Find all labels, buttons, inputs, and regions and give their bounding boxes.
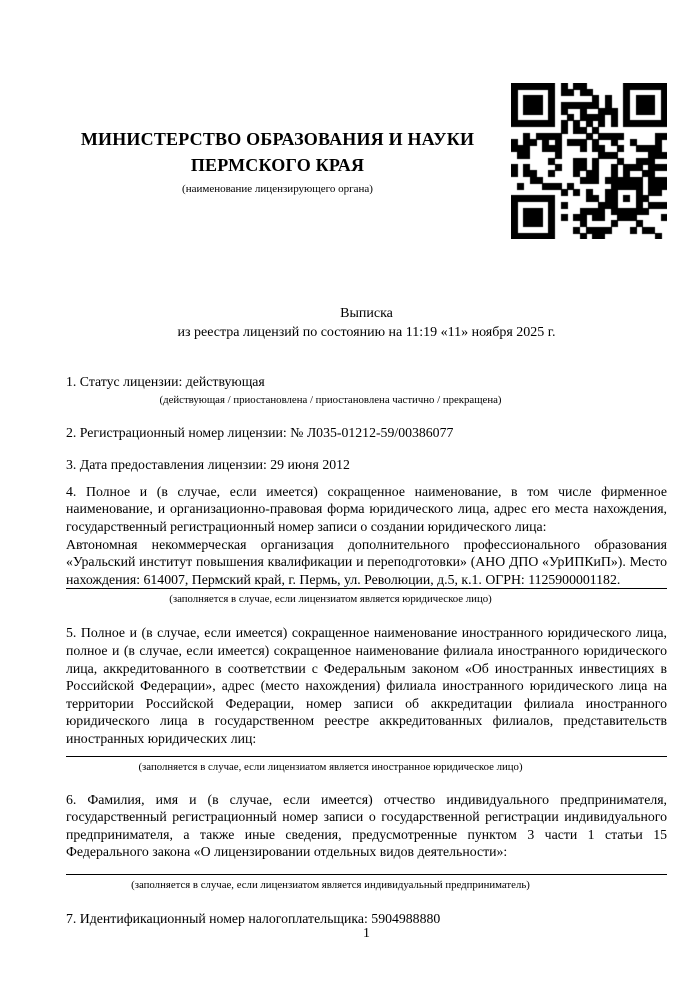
qr-code-image xyxy=(511,83,667,239)
item-2-registration-number: 2. Регистрационный номер лицензии: № Л035-01212-59/00386077 xyxy=(66,424,454,440)
qr-code-canvas xyxy=(511,83,667,239)
item-7-taxpayer-number: 7. Идентификационный номер налогоплательщика: 5904988880 xyxy=(66,910,441,926)
item-6-caption: (заполняется в случае, если лицензиатом является индивидуальный предприниматель) xyxy=(131,878,530,891)
item-4-heading: 4. Полное и (в случае, если имеется) сокращенное наименование, в том числе фирменное наименование, и организационно-правовая форма юридического лица, адрес его места нахождения, государственный регистрационный номер записи о создании юридического лица: xyxy=(66,483,667,534)
document-title: Выписка xyxy=(340,306,393,321)
ministry-name-line2: ПЕРМСКОГО КРАЯ xyxy=(190,155,365,175)
document-title-block xyxy=(66,304,667,342)
ministry-name-line1: МИНИСТЕРСТВО ОБРАЗОВАНИЯ И НАУКИ xyxy=(80,129,475,149)
item-1-caption: (действующая / приостановлена / приостановлена частично / прекращена) xyxy=(159,393,502,406)
document-header xyxy=(66,83,667,239)
item-6-heading: 6. Фамилия, имя и (в случае, если имеется) отчество индивидуального предпринимателя, государственный регистрационный номер записи о государственной регистрации индивидуального предпринимателя, а также иные сведения, предусмотренные пунктом 3 части 1 статьи 15 Федерального закона «О лицензировании отдельных видов деятельности»: xyxy=(66,791,667,860)
page-number: 1 xyxy=(363,925,370,940)
licensing-authority-block xyxy=(66,126,511,196)
item-5-caption: (заполняется в случае, если лицензиатом является иностранное юридическое лицо) xyxy=(138,760,523,773)
ministry-caption: (наименование лицензирующего органа) xyxy=(182,183,373,195)
item-6-entrepreneur-field xyxy=(66,791,667,875)
item-5-heading: 5. Полное и (в случае, если имеется) сокращенное наименование иностранного юридического лица, полное и (в случае, если имеется) сокращенное наименование филиала иностранного юридического лица, аккредитованного в соответствии с Федеральным законом «Об иностранных инвестициях в Российской Федерации», адрес (место нахождения) филиала иностранного юридического лица на территории Российской Федерации, номер записи об аккредитации филиала иностранного юридического лица в государственном реестре аккредитованных филиалов, представительств иностранных юридических лиц: xyxy=(66,625,667,746)
item-3-grant-date: 3. Дата предоставления лицензии: 29 июня 2012 xyxy=(66,457,350,473)
document-subtitle: из реестра лицензий по состоянию на 11:19 «11» ноября 2025 г. xyxy=(177,325,556,340)
item-4-legal-entity-field xyxy=(66,483,667,590)
item-1-license-status: 1. Статус лицензии: действующая xyxy=(66,374,265,389)
item-5-foreign-entity-field xyxy=(66,624,667,756)
item-4-caption: (заполняется в случае, если лицензиатом является юридическое лицо) xyxy=(169,593,492,606)
item-4-legal-entity-value: Автономная некоммерческая организация дополнительного профессионального образования «Уральский институт повышения квалификации и переподготовки» (АНО ДПО «УрИПКиП»). Место нахождения: 614007, Пермский край, г. Пермь, ул. Революции, д.5, к.1. ОГРН: 1125900001182. xyxy=(66,536,667,587)
